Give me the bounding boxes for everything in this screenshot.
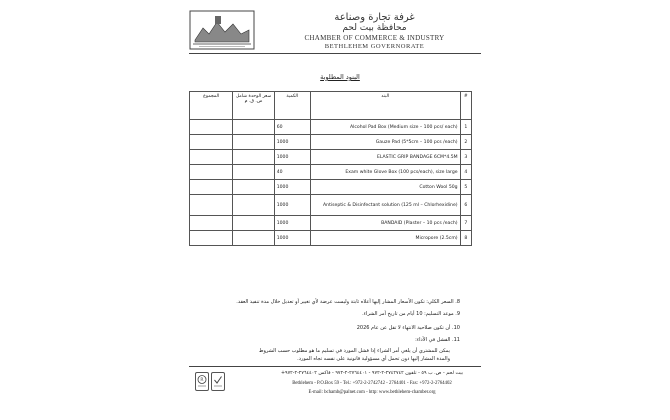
item-cell: BANDAID (Plaster – 10 pcs /each)	[310, 216, 460, 231]
header-subtitle-arabic: محافظة بيت لحم	[342, 23, 407, 33]
header-total: المجموع	[190, 92, 233, 120]
item-cell: Exam white Glove Box (100 pcs/each), size large	[310, 165, 460, 180]
table-row	[190, 165, 472, 180]
header-unit-price: سعر الوحدة شامل ض. ق. م	[233, 92, 274, 120]
unit-price-cell	[233, 135, 274, 150]
header-title-arabic: غرفة تجارة وصناعة	[334, 12, 415, 23]
quantity-cell: 1000	[274, 135, 310, 150]
footer-address-arabic: بيت لحم - ص. ب ٥٩ - تلفون ٢٧٤٢٧٤٢-٢-٩٧٢ - ٢٧٦٤٤٠١-٢-٩٧٢ - فاكس ٢٧٦٤٤٠٢-٢-٩٧٢+	[280, 371, 464, 376]
unit-price-cell	[233, 216, 274, 231]
item-cell: Alcohol Pad Box (Medium size – 100 pcs/ each)	[310, 120, 460, 135]
total-cell	[190, 120, 233, 135]
item-cell: Gauze Pad (5*5cm – 100 pcs /each)	[310, 135, 460, 150]
index-cell: 5	[460, 180, 471, 195]
header-divider	[189, 53, 481, 54]
table-row	[190, 150, 472, 165]
quantity-cell: 40	[274, 165, 310, 180]
quantity-cell: 1000	[274, 150, 310, 165]
footer-address-english: Bethlehem - P.O.Box 59 - Tel.: +972-2-2742742 - 2764401 - Fax: +972-2-2764402	[292, 381, 452, 386]
item-cell: Antiseptic & Disinfectant solution (125 ml – Chlorhexidine)	[310, 195, 460, 216]
chamber-building-logo-icon	[189, 10, 255, 50]
total-cell	[190, 195, 233, 216]
item-cell: Micropore (2.5cm)	[310, 231, 460, 246]
note-delivery-date: 9. موعد التسليم: 10 أيام من تاريخ أمر الشراء.	[362, 311, 460, 317]
required-items-table	[189, 91, 472, 246]
index-cell: 4	[460, 165, 471, 180]
total-cell	[190, 216, 233, 231]
item-cell: ELASTIC GRIP BANDAGE 6CM*4.5M	[310, 150, 460, 165]
required-items-title: البنود المطلوبة	[320, 73, 360, 81]
note-failure-body: يمكن للمشتري أن يلغي أمر الشراء إذا فشل المورد في تسليم ما هو مطلوب حسب الشروط والمدة المشار إليها دون تحمل أي مسؤولية قانونية على نفسه تجاه المورد.	[258, 348, 450, 362]
unit-price-cell	[233, 195, 274, 216]
footer-divider	[189, 366, 481, 367]
unit-price-cell	[233, 165, 274, 180]
index-cell: 8	[460, 231, 471, 246]
total-cell	[190, 165, 233, 180]
table-row	[190, 180, 472, 195]
header-subtitle-english: BETHLEHEM GOVERNORATE	[324, 43, 425, 50]
unit-price-cell	[233, 150, 274, 165]
total-cell	[190, 135, 233, 150]
quantity-cell: 1000	[274, 216, 310, 231]
note-total-price: 8. السعر الكلي: تكون الأسعار المشار إليها أعلاه ثابتة وليست عرضة لأي تغيير أو تعديل خلال مدة تنفيذ العقد.	[236, 299, 460, 305]
index-cell: 7	[460, 216, 471, 231]
total-cell	[190, 231, 233, 246]
item-cell: Cotton Wool 50g	[310, 180, 460, 195]
certification-mark-icon	[195, 372, 209, 391]
header-title-english: CHAMBER OF COMMERCE & INDUSTRY	[304, 34, 445, 42]
table-header-row	[190, 92, 472, 120]
note-failure-title: 11. الفشل في الأداء:	[415, 337, 460, 343]
header-quantity: الكمية	[274, 92, 310, 120]
note-expiry: 10. أن تكون صلاحية الانتهاء لا تقل عن عام 2026	[356, 325, 460, 331]
index-cell: 3	[460, 150, 471, 165]
index-cell: 2	[460, 135, 471, 150]
svg-text:R: R	[200, 378, 204, 384]
index-cell: 6	[460, 195, 471, 216]
header-index: #	[460, 92, 471, 120]
quantity-cell: 60	[274, 120, 310, 135]
quantity-cell: 1000	[274, 180, 310, 195]
table-row	[190, 135, 472, 150]
quality-check-icon	[211, 372, 225, 391]
unit-price-cell	[233, 120, 274, 135]
table-row	[190, 231, 472, 246]
total-cell	[190, 180, 233, 195]
quantity-cell: 1000	[274, 231, 310, 246]
table-row	[190, 120, 472, 135]
index-cell: 1	[460, 120, 471, 135]
unit-price-cell	[233, 231, 274, 246]
quantity-cell: 1000	[274, 195, 310, 216]
header-item: البند	[310, 92, 460, 120]
footer-contact: E-mail: bchamb@palnet.com - http: www.bethlehem-chamber.org	[308, 390, 436, 395]
total-cell	[190, 150, 233, 165]
table-row	[190, 216, 472, 231]
unit-price-cell	[233, 180, 274, 195]
table-row	[190, 195, 472, 216]
